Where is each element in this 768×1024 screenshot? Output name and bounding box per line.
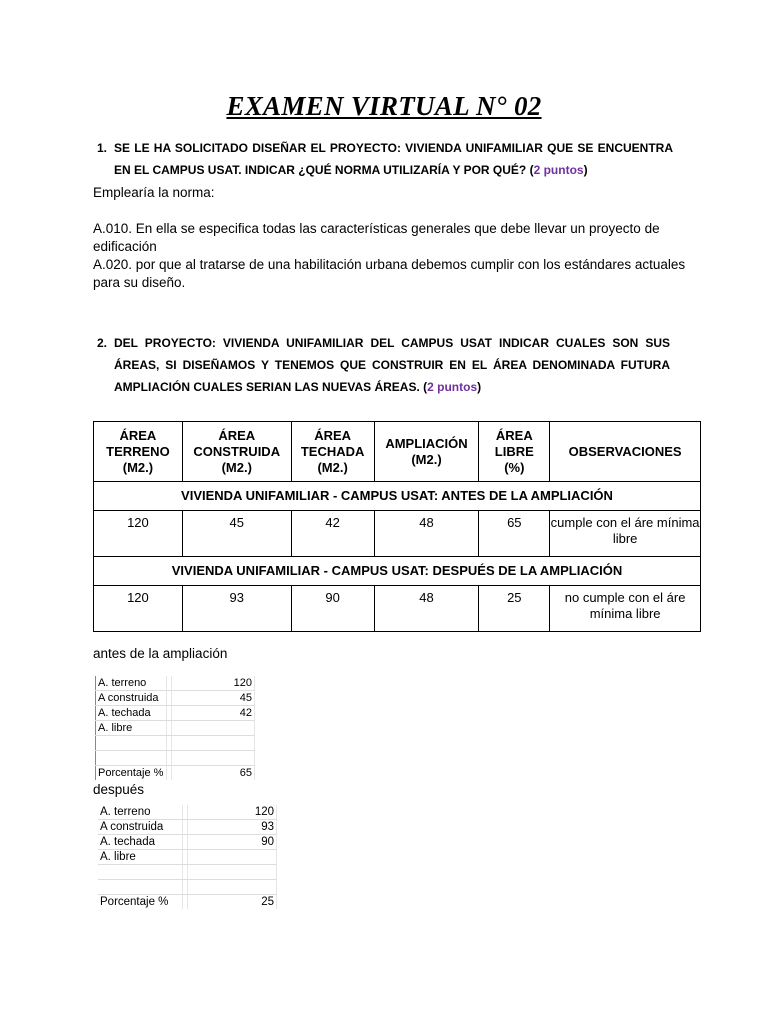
section-before-label: VIVIENDA UNIFAMILIAR - CAMPUS USAT: ANTES DE LA AMPLIACIÓN [94, 482, 701, 511]
sheet-row: A. terreno 120 [98, 805, 277, 820]
table-cell: 120 [94, 511, 183, 557]
table-cell: 65 [479, 511, 550, 557]
table-cell: 42 [291, 511, 374, 557]
question-2-points: 2 puntos [427, 380, 478, 394]
page-title: EXAMEN VIRTUAL N° 02 [226, 91, 542, 121]
sheet-row: A construida 93 [98, 820, 277, 835]
question-2-close: ) [477, 380, 482, 394]
after-caption: después [93, 782, 145, 797]
question-1-text: SE LE HA SOLICITADO DISEÑAR EL PROYECTO: VIVIENDA UNIFAMILIAR QUE SE ENCUENTRA EN EL CAMPUS USAT. INDICAR ¿QUÉ NORMA UTILIZARÍA Y POR QUÉ? ( [114, 141, 673, 177]
sheet-row: A. libre [96, 721, 255, 736]
table-cell: 93 [182, 586, 291, 632]
sheet-row: A. techada 90 [98, 835, 277, 850]
sheet-row [96, 736, 255, 751]
table-row-after [94, 586, 701, 632]
areas-table-header-row [94, 422, 701, 482]
question-1 [97, 137, 673, 181]
question-1-points: 2 puntos [533, 163, 584, 177]
sheet-row [98, 865, 277, 880]
table-cell-observation: cumple con el áre mínima libre [550, 511, 701, 557]
answer-1-line-1: A.010. En ella se especifica todas las características generales que debe llevar un proyecto de edificación [93, 221, 660, 254]
areas-table [93, 421, 701, 632]
table-row-before [94, 511, 701, 557]
header-area-terreno: ÁREA TERRENO (M2.) [94, 422, 183, 482]
question-2-text: DEL PROYECTO: VIVIENDA UNIFAMILIAR DEL CAMPUS USAT INDICAR CUALES SON SUS ÁREAS, SI DISEÑAMOS Y TENEMOS QUE CONSTRUIR EN EL ÁREA DENOMINADA FUTURA AMPLIACIÓN CUALES SERIAN LAS NUEVAS ÁREAS. ( [114, 336, 670, 394]
question-2-number: 2. [97, 336, 108, 350]
question-2 [97, 332, 670, 398]
table-cell: 90 [291, 586, 374, 632]
header-area-libre: ÁREA LIBRE (%) [479, 422, 550, 482]
sheet-row-percentage: Porcentaje % 25 [98, 895, 277, 910]
question-1-number: 1. [97, 141, 108, 155]
section-row-after [94, 557, 701, 586]
sheet-row: A. libre [98, 850, 277, 865]
question-1-text-block [97, 137, 673, 181]
answer-1-intro: Emplearía la norma: [93, 185, 215, 200]
section-after-label: VIVIENDA UNIFAMILIAR - CAMPUS USAT: DESPUÉS DE LA AMPLIACIÓN [94, 557, 701, 586]
sheet-row: A. terreno 120 [96, 676, 255, 691]
answer-1-line-2: A.020. por que al tratarse de una habilitación urbana debemos cumplir con los estándares actuales para su diseño. [93, 257, 686, 290]
sheet-row: A. techada 42 [96, 706, 255, 721]
before-caption: antes de la ampliación [93, 646, 228, 661]
table-cell: 25 [479, 586, 550, 632]
sheet-row [96, 751, 255, 766]
sheet-row: A construida 45 [96, 691, 255, 706]
table-cell: 45 [182, 511, 291, 557]
table-cell: 48 [374, 511, 479, 557]
header-area-techada: ÁREA TECHADA (M2.) [291, 422, 374, 482]
sheet-row-percentage: Porcentaje % 65 [96, 766, 255, 781]
section-row-before [94, 482, 701, 511]
before-sheet [95, 676, 255, 780]
table-cell: 120 [94, 586, 183, 632]
question-2-text-block [97, 332, 670, 398]
after-sheet [98, 805, 277, 909]
question-1-close: ) [583, 163, 588, 177]
table-cell: 48 [374, 586, 479, 632]
header-area-construida: ÁREA CONSTRUIDA (M2.) [182, 422, 291, 482]
header-observaciones: OBSERVACIONES [550, 422, 701, 482]
sheet-row [98, 880, 277, 895]
header-ampliacion: AMPLIACIÓN (M2.) [374, 422, 479, 482]
table-cell-observation: no cumple con el áre mínima libre [550, 586, 701, 632]
